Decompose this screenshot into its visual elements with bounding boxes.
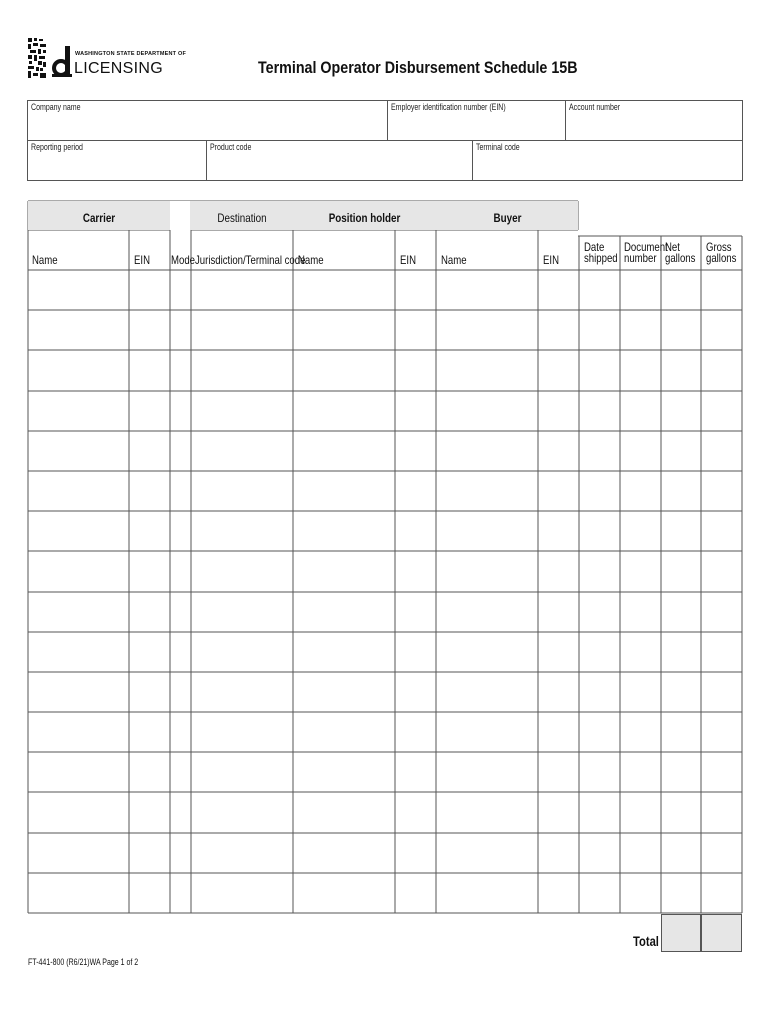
table-cell-date_shipped[interactable] bbox=[580, 552, 619, 590]
table-cell-net_gallons[interactable] bbox=[662, 472, 700, 510]
table-cell-position_holder_name[interactable] bbox=[294, 874, 394, 912]
table-cell-buyer_name[interactable] bbox=[437, 552, 537, 590]
table-cell-document_number[interactable] bbox=[621, 874, 660, 912]
table-cell-position_holder_ein[interactable] bbox=[396, 432, 435, 470]
table-cell-carrier_name[interactable] bbox=[29, 512, 128, 550]
table-cell-buyer_ein[interactable] bbox=[539, 472, 578, 510]
table-cell-position_holder_name[interactable] bbox=[294, 713, 394, 751]
table-cell-position_holder_name[interactable] bbox=[294, 472, 394, 510]
table-cell-buyer_ein[interactable] bbox=[539, 271, 578, 309]
table-cell-carrier_name[interactable] bbox=[29, 713, 128, 751]
table-cell-buyer_name[interactable] bbox=[437, 351, 537, 389]
total-net-gallons-field[interactable] bbox=[661, 914, 701, 952]
table-cell-gross_gallons[interactable] bbox=[702, 472, 741, 510]
table-cell-carrier_ein[interactable] bbox=[130, 432, 169, 470]
table-cell-date_shipped[interactable] bbox=[580, 673, 619, 711]
table-cell-carrier_name[interactable] bbox=[29, 472, 128, 510]
table-cell-mode[interactable] bbox=[171, 392, 190, 430]
table-cell-date_shipped[interactable] bbox=[580, 512, 619, 550]
table-cell-net_gallons[interactable] bbox=[662, 432, 700, 470]
table-cell-carrier_name[interactable] bbox=[29, 753, 128, 791]
table-cell-jurisdiction[interactable] bbox=[192, 351, 292, 389]
table-cell-buyer_ein[interactable] bbox=[539, 834, 578, 872]
table-cell-jurisdiction[interactable] bbox=[192, 512, 292, 550]
table-cell-position_holder_name[interactable] bbox=[294, 432, 394, 470]
table-cell-buyer_ein[interactable] bbox=[539, 793, 578, 831]
company-name-label: Company name bbox=[31, 102, 81, 112]
table-cell-buyer_ein[interactable] bbox=[539, 753, 578, 791]
table-cell-net_gallons[interactable] bbox=[662, 713, 700, 751]
table-cell-jurisdiction[interactable] bbox=[192, 432, 292, 470]
table-cell-position_holder_ein[interactable] bbox=[396, 713, 435, 751]
table-cell-carrier_name[interactable] bbox=[29, 271, 128, 309]
table-cell-gross_gallons[interactable] bbox=[702, 512, 741, 550]
table-cell-mode[interactable] bbox=[171, 593, 190, 631]
table-cell-buyer_ein[interactable] bbox=[539, 633, 578, 671]
total-label: Total bbox=[633, 933, 659, 949]
table-cell-buyer_name[interactable] bbox=[437, 713, 537, 751]
carrier-group-label: Carrier bbox=[82, 211, 116, 225]
table-cell-buyer_ein[interactable] bbox=[539, 392, 578, 430]
table-cell-jurisdiction[interactable] bbox=[192, 633, 292, 671]
date-shipped-header: Date shipped bbox=[584, 240, 618, 265]
table-cell-position_holder_name[interactable] bbox=[294, 512, 394, 550]
table-cell-net_gallons[interactable] bbox=[662, 834, 700, 872]
table-cell-position_holder_ein[interactable] bbox=[396, 834, 435, 872]
table-cell-carrier_name[interactable] bbox=[29, 834, 128, 872]
table-cell-gross_gallons[interactable] bbox=[702, 593, 741, 631]
table-cell-buyer_ein[interactable] bbox=[539, 673, 578, 711]
table-cell-position_holder_ein[interactable] bbox=[396, 512, 435, 550]
table-cell-document_number[interactable] bbox=[621, 593, 660, 631]
table-cell-gross_gallons[interactable] bbox=[702, 432, 741, 470]
jurisdiction-header: Jurisdiction/Terminal code bbox=[195, 253, 306, 267]
table-cell-gross_gallons[interactable] bbox=[702, 392, 741, 430]
table-cell-document_number[interactable] bbox=[621, 793, 660, 831]
table-cell-jurisdiction[interactable] bbox=[192, 271, 292, 309]
table-cell-gross_gallons[interactable] bbox=[702, 753, 741, 791]
table-cell-carrier_ein[interactable] bbox=[130, 753, 169, 791]
table-cell-carrier_ein[interactable] bbox=[130, 633, 169, 671]
table-cell-jurisdiction[interactable] bbox=[192, 793, 292, 831]
table-cell-gross_gallons[interactable] bbox=[702, 713, 741, 751]
table-cell-carrier_name[interactable] bbox=[29, 633, 128, 671]
table-cell-date_shipped[interactable] bbox=[580, 874, 619, 912]
table-cell-document_number[interactable] bbox=[621, 392, 660, 430]
table-cell-buyer_name[interactable] bbox=[437, 392, 537, 430]
table-cell-carrier_ein[interactable] bbox=[130, 874, 169, 912]
account-number-label: Account number bbox=[569, 102, 621, 112]
table-cell-date_shipped[interactable] bbox=[580, 472, 619, 510]
table-cell-date_shipped[interactable] bbox=[580, 351, 619, 389]
table-cell-position_holder_ein[interactable] bbox=[396, 753, 435, 791]
table-cell-gross_gallons[interactable] bbox=[702, 874, 741, 912]
table-cell-carrier_ein[interactable] bbox=[130, 351, 169, 389]
table-cell-jurisdiction[interactable] bbox=[192, 472, 292, 510]
buyer-name-header: Name bbox=[441, 253, 467, 267]
table-cell-position_holder_ein[interactable] bbox=[396, 392, 435, 430]
table-cell-date_shipped[interactable] bbox=[580, 753, 619, 791]
table-cell-jurisdiction[interactable] bbox=[192, 874, 292, 912]
table-cell-gross_gallons[interactable] bbox=[702, 793, 741, 831]
table-cell-mode[interactable] bbox=[171, 552, 190, 590]
table-cell-date_shipped[interactable] bbox=[580, 834, 619, 872]
table-cell-buyer_name[interactable] bbox=[437, 472, 537, 510]
table-cell-net_gallons[interactable] bbox=[662, 593, 700, 631]
destination-group-label: Destination bbox=[217, 211, 267, 225]
table-cell-carrier_ein[interactable] bbox=[130, 673, 169, 711]
table-cell-position_holder_name[interactable] bbox=[294, 753, 394, 791]
table-cell-mode[interactable] bbox=[171, 874, 190, 912]
table-cell-carrier_ein[interactable] bbox=[130, 392, 169, 430]
table-cell-position_holder_ein[interactable] bbox=[396, 593, 435, 631]
table-cell-mode[interactable] bbox=[171, 834, 190, 872]
carrier-name-header: Name bbox=[32, 253, 58, 267]
table-cell-mode[interactable] bbox=[171, 271, 190, 309]
table-cell-position_holder_ein[interactable] bbox=[396, 271, 435, 309]
table-cell-buyer_name[interactable] bbox=[437, 593, 537, 631]
table-cell-gross_gallons[interactable] bbox=[702, 633, 741, 671]
table-cell-date_shipped[interactable] bbox=[580, 633, 619, 671]
table-cell-gross_gallons[interactable] bbox=[702, 673, 741, 711]
table-cell-date_shipped[interactable] bbox=[580, 432, 619, 470]
ein-label: Employer identification number (EIN) bbox=[391, 102, 506, 112]
table-cell-buyer_ein[interactable] bbox=[539, 552, 578, 590]
table-cell-net_gallons[interactable] bbox=[662, 633, 700, 671]
document-number-header: Document number bbox=[624, 240, 668, 265]
table-cell-jurisdiction[interactable] bbox=[192, 311, 292, 349]
table-cell-buyer_ein[interactable] bbox=[539, 512, 578, 550]
table-cell-date_shipped[interactable] bbox=[580, 713, 619, 751]
table-cell-gross_gallons[interactable] bbox=[702, 351, 741, 389]
table-cell-document_number[interactable] bbox=[621, 834, 660, 872]
table-cell-document_number[interactable] bbox=[621, 753, 660, 791]
table-cell-mode[interactable] bbox=[171, 633, 190, 671]
table-cell-jurisdiction[interactable] bbox=[192, 593, 292, 631]
table-cell-position_holder_ein[interactable] bbox=[396, 874, 435, 912]
table-cell-gross_gallons[interactable] bbox=[702, 552, 741, 590]
table-cell-position_holder_ein[interactable] bbox=[396, 552, 435, 590]
table-cell-jurisdiction[interactable] bbox=[192, 392, 292, 430]
table-cell-mode[interactable] bbox=[171, 351, 190, 389]
table-cell-gross_gallons[interactable] bbox=[702, 834, 741, 872]
table-cell-buyer_ein[interactable] bbox=[539, 351, 578, 389]
table-cell-buyer_ein[interactable] bbox=[539, 432, 578, 470]
position-holder-group-label: Position holder bbox=[328, 211, 401, 225]
table-cell-mode[interactable] bbox=[171, 753, 190, 791]
table-cell-mode[interactable] bbox=[171, 793, 190, 831]
table-cell-position_holder_ein[interactable] bbox=[396, 633, 435, 671]
table-cell-mode[interactable] bbox=[171, 713, 190, 751]
table-cell-net_gallons[interactable] bbox=[662, 351, 700, 389]
table-cell-buyer_name[interactable] bbox=[437, 793, 537, 831]
table-cell-jurisdiction[interactable] bbox=[192, 673, 292, 711]
reporting-period-label: Reporting period bbox=[31, 142, 83, 152]
table-cell-carrier_ein[interactable] bbox=[130, 793, 169, 831]
table-cell-date_shipped[interactable] bbox=[580, 271, 619, 309]
table-cell-buyer_name[interactable] bbox=[437, 512, 537, 550]
table-cell-carrier_ein[interactable] bbox=[130, 472, 169, 510]
table-cell-mode[interactable] bbox=[171, 432, 190, 470]
table-cell-buyer_name[interactable] bbox=[437, 311, 537, 349]
position-holder-name-header: Name bbox=[298, 253, 324, 267]
buyer-group-label: Buyer bbox=[493, 211, 522, 225]
table-cell-buyer_name[interactable] bbox=[437, 834, 537, 872]
table-cell-buyer_name[interactable] bbox=[437, 753, 537, 791]
table-cell-carrier_ein[interactable] bbox=[130, 512, 169, 550]
table-cell-mode[interactable] bbox=[171, 512, 190, 550]
table-cell-carrier_ein[interactable] bbox=[130, 552, 169, 590]
table-cell-position_holder_name[interactable] bbox=[294, 351, 394, 389]
table-cell-document_number[interactable] bbox=[621, 552, 660, 590]
table-cell-date_shipped[interactable] bbox=[580, 311, 619, 349]
table-cell-position_holder_name[interactable] bbox=[294, 392, 394, 430]
agency-name: LICENSING bbox=[74, 60, 163, 77]
table-cell-date_shipped[interactable] bbox=[580, 392, 619, 430]
table-cell-document_number[interactable] bbox=[621, 351, 660, 389]
table-cell-carrier_name[interactable] bbox=[29, 311, 128, 349]
table-cell-net_gallons[interactable] bbox=[662, 673, 700, 711]
table-cell-mode[interactable] bbox=[171, 673, 190, 711]
table-cell-net_gallons[interactable] bbox=[662, 793, 700, 831]
table-cell-position_holder_name[interactable] bbox=[294, 673, 394, 711]
agency-line: WASHINGTON STATE DEPARTMENT OF bbox=[75, 51, 187, 57]
table-cell-position_holder_ein[interactable] bbox=[396, 472, 435, 510]
table-cell-position_holder_ein[interactable] bbox=[396, 793, 435, 831]
table-cell-buyer_name[interactable] bbox=[437, 633, 537, 671]
table-cell-buyer_ein[interactable] bbox=[539, 713, 578, 751]
table-cell-position_holder_ein[interactable] bbox=[396, 311, 435, 349]
table-cell-carrier_name[interactable] bbox=[29, 392, 128, 430]
table-cell-carrier_ein[interactable] bbox=[130, 713, 169, 751]
table-cell-document_number[interactable] bbox=[621, 633, 660, 671]
table-cell-jurisdiction[interactable] bbox=[192, 834, 292, 872]
table-cell-carrier_name[interactable] bbox=[29, 793, 128, 831]
table-cell-net_gallons[interactable] bbox=[662, 271, 700, 309]
table-cell-document_number[interactable] bbox=[621, 512, 660, 550]
form-footer: FT-441-800 (R6/21)WA Page 1 of 2 bbox=[28, 957, 139, 967]
table-cell-carrier_name[interactable] bbox=[29, 552, 128, 590]
table-cell-carrier_name[interactable] bbox=[29, 874, 128, 912]
table-cell-document_number[interactable] bbox=[621, 432, 660, 470]
table-cell-jurisdiction[interactable] bbox=[192, 753, 292, 791]
table-cell-position_holder_name[interactable] bbox=[294, 552, 394, 590]
page-title: Terminal Operator Disbursement Schedule 15B bbox=[258, 58, 578, 77]
table-cell-carrier_name[interactable] bbox=[29, 432, 128, 470]
table-cell-buyer_name[interactable] bbox=[437, 673, 537, 711]
table-cell-carrier_name[interactable] bbox=[29, 351, 128, 389]
terminal-code-label: Terminal code bbox=[476, 142, 520, 152]
table-cell-date_shipped[interactable] bbox=[580, 793, 619, 831]
table-cell-document_number[interactable] bbox=[621, 271, 660, 309]
table-cell-position_holder_name[interactable] bbox=[294, 834, 394, 872]
table-cell-buyer_ein[interactable] bbox=[539, 874, 578, 912]
gross-gallons-header: Gross gallons bbox=[706, 240, 737, 265]
table-cell-document_number[interactable] bbox=[621, 713, 660, 751]
table-cell-position_holder_name[interactable] bbox=[294, 633, 394, 671]
table-cell-gross_gallons[interactable] bbox=[702, 271, 741, 309]
table-cell-buyer_name[interactable] bbox=[437, 874, 537, 912]
table-cell-document_number[interactable] bbox=[621, 472, 660, 510]
table-cell-net_gallons[interactable] bbox=[662, 512, 700, 550]
table-cell-carrier_ein[interactable] bbox=[130, 834, 169, 872]
mode-header-gap bbox=[170, 201, 190, 230]
table-cell-document_number[interactable] bbox=[621, 673, 660, 711]
table-cell-gross_gallons[interactable] bbox=[702, 311, 741, 349]
table-cell-position_holder_name[interactable] bbox=[294, 593, 394, 631]
table-cell-net_gallons[interactable] bbox=[662, 753, 700, 791]
table-cell-buyer_ein[interactable] bbox=[539, 593, 578, 631]
table-cell-position_holder_ein[interactable] bbox=[396, 351, 435, 389]
table-cell-date_shipped[interactable] bbox=[580, 593, 619, 631]
table-cell-carrier_ein[interactable] bbox=[130, 271, 169, 309]
table-cell-position_holder_name[interactable] bbox=[294, 311, 394, 349]
table-cell-position_holder_ein[interactable] bbox=[396, 673, 435, 711]
table-cell-net_gallons[interactable] bbox=[662, 311, 700, 349]
total-gross-gallons-field[interactable] bbox=[701, 914, 742, 952]
table-cell-buyer_name[interactable] bbox=[437, 432, 537, 470]
table-cell-document_number[interactable] bbox=[621, 311, 660, 349]
table-cell-net_gallons[interactable] bbox=[662, 392, 700, 430]
table-cell-carrier_ein[interactable] bbox=[130, 311, 169, 349]
table-cell-position_holder_name[interactable] bbox=[294, 271, 394, 309]
table-cell-jurisdiction[interactable] bbox=[192, 713, 292, 751]
table-cell-mode[interactable] bbox=[171, 311, 190, 349]
table-cell-jurisdiction[interactable] bbox=[192, 552, 292, 590]
table-cell-carrier_name[interactable] bbox=[29, 593, 128, 631]
table-cell-position_holder_name[interactable] bbox=[294, 793, 394, 831]
position-holder-ein-header: EIN bbox=[400, 253, 417, 267]
table-cell-carrier_ein[interactable] bbox=[130, 593, 169, 631]
table-cell-buyer_name[interactable] bbox=[437, 271, 537, 309]
table-cell-net_gallons[interactable] bbox=[662, 552, 700, 590]
carrier-ein-header: EIN bbox=[134, 253, 151, 267]
net-gallons-header: Net gallons bbox=[665, 240, 696, 265]
table-cell-carrier_name[interactable] bbox=[29, 673, 128, 711]
product-code-label: Product code bbox=[210, 142, 252, 152]
table-cell-net_gallons[interactable] bbox=[662, 874, 700, 912]
table-cell-buyer_ein[interactable] bbox=[539, 311, 578, 349]
buyer-ein-header: EIN bbox=[543, 253, 560, 267]
table-cell-mode[interactable] bbox=[171, 472, 190, 510]
mode-header: Mode bbox=[171, 253, 196, 267]
